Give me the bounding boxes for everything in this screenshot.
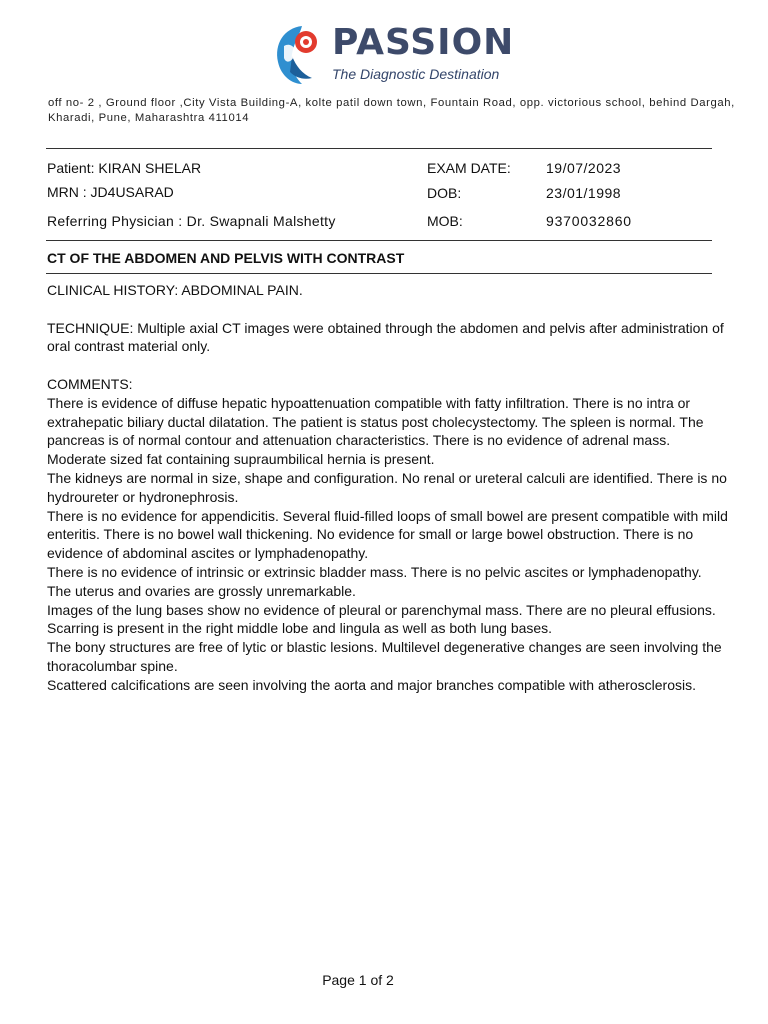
mob-value: 9370032860 bbox=[546, 213, 632, 229]
comment-paragraph: The uterus and ovaries are grossly unremarkable. bbox=[47, 582, 356, 599]
divider-middle bbox=[46, 240, 712, 241]
exam-date-value: 19/07/2023 bbox=[546, 160, 622, 176]
comments-heading: COMMENTS: bbox=[47, 375, 133, 392]
patient-mrn: MRN : JD4USARAD bbox=[47, 184, 174, 200]
divider-top bbox=[46, 148, 712, 149]
logo-tagline: The Diagnostic Destination bbox=[332, 66, 500, 82]
mob-label: MOB: bbox=[427, 213, 463, 229]
page-number: Page 1 of 2 bbox=[322, 972, 394, 988]
divider-title bbox=[46, 273, 712, 274]
clinic-address: off no- 2 , Ground floor ,City Vista Building-A, kolte patil down town, Fountain Road, opp. victorious school, behind Dargah, Kharadi, Pune, Maharashtra 411014 bbox=[48, 97, 735, 124]
dob-value: 23/01/1998 bbox=[546, 185, 622, 201]
comment-paragraph: The bony structures are free of lytic or blastic lesions. Multilevel degenerative changes are seen involving the thoracolumbar spine. bbox=[47, 639, 722, 674]
dob-label: DOB: bbox=[427, 185, 462, 201]
comment-paragraph: There is no evidence of intrinsic or extrinsic bladder mass. There is no pelvic ascites or lymphadenopathy. bbox=[47, 563, 702, 580]
clinical-history: CLINICAL HISTORY: ABDOMINAL PAIN. bbox=[47, 282, 303, 298]
technique: TECHNIQUE: Multiple axial CT images were obtained through the abdomen and pelvis after administration of oral contrast material only. bbox=[47, 319, 724, 355]
logo-name: PASSION bbox=[332, 22, 515, 63]
comment-paragraph: Scattered calcifications are seen involving the aorta and major branches compatible with atherosclerosis. bbox=[47, 676, 697, 693]
logo-emblem-icon bbox=[272, 22, 330, 88]
comment-paragraph: There is evidence of diffuse hepatic hypoattenuation compatible with fatty infiltration. There is no intra or extrahepatic biliary ductal dilatation. The patient is status post cholecystectomy. The spleen is normal. The pancreas is of normal contour and attenuation characteristics. There is no evidence of adrenal mass. bbox=[47, 394, 704, 449]
report-body bbox=[47, 281, 737, 695]
comment-paragraph: Moderate sized fat containing supraumbilical hernia is present. bbox=[47, 451, 435, 468]
patient-name: Patient: KIRAN SHELAR bbox=[47, 160, 202, 176]
exam-date-label: EXAM DATE: bbox=[427, 160, 511, 176]
comment-paragraph: There is no evidence for appendicitis. Several fluid-filled loops of small bowel are present compatible with mild enteritis. There is no bowel wall thickening. No evidence for small or large bowel obstruction. There is no evidence of abdominal ascites or lymphadenopathy. bbox=[47, 507, 728, 562]
passion-logo bbox=[272, 20, 515, 90]
report-title: CT OF THE ABDOMEN AND PELVIS WITH CONTRAST bbox=[47, 250, 405, 266]
comment-paragraph: The kidneys are normal in size, shape and configuration. No renal or ureteral calculi are identified. There is no hydroureter or hydronephrosis. bbox=[47, 469, 727, 505]
comment-paragraph: Images of the lung bases show no evidence of pleural or parenchymal mass. There are no pleural effusions. Scarring is present in the right middle lobe and lingula as well as both lung bases. bbox=[47, 601, 716, 637]
referring-physician: Referring Physician : Dr. Swapnali Malshetty bbox=[47, 213, 336, 229]
